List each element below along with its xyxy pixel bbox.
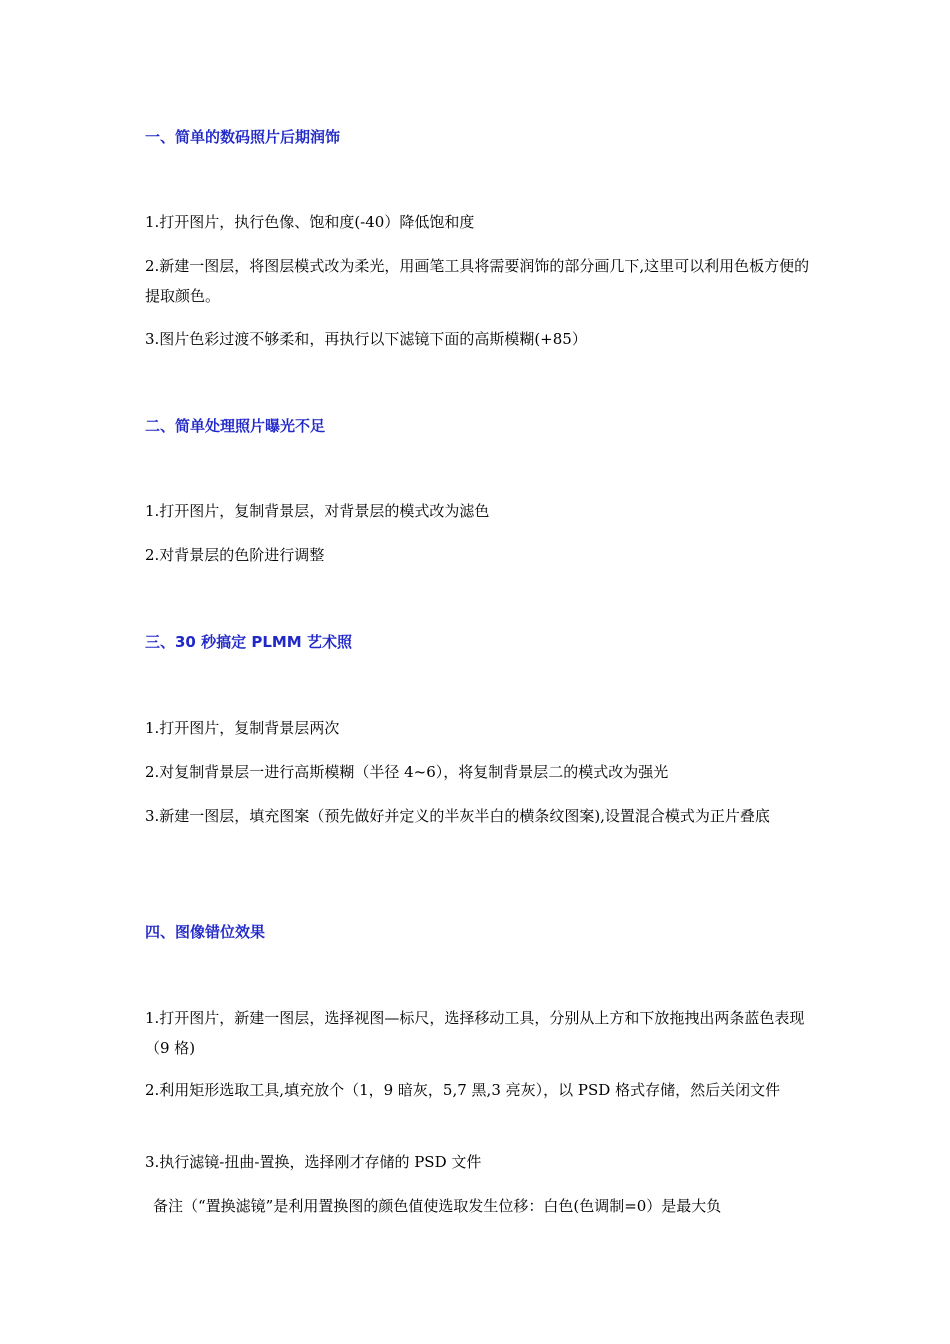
section-4-item-3: 3.执行滤镜-扭曲-置换，选择刚才存储的 PSD 文件	[145, 1153, 482, 1171]
section-3-item-3: 3.新建一图层，填充图案（预先做好并定义的半灰半白的横条纹图案),设置混合模式为正片叠底	[145, 807, 770, 825]
section-4-item-2: 2.利用矩形选取工具,填充放个（1，9 暗灰，5,7 黑,3 亮灰），以 PSD 格式存储，然后关闭文件	[145, 1081, 781, 1099]
section-3-item-2: 2.对复制背景层一进行高斯模糊（半径 4~6），将复制背景层二的模式改为强光	[145, 763, 669, 781]
section-heading-2: 二、简单处理照片曝光不足	[145, 417, 326, 435]
section-4-note: 备注（“置换滤镜”是利用置换图的颜色值使选取发生位移：白色(色调制=0）是最大负	[153, 1197, 722, 1215]
section-3-item-1: 1.打开图片，复制背景层两次	[145, 719, 340, 737]
section-1-item-3: 3.图片色彩过渡不够柔和，再执行以下滤镜下面的高斯模糊(+85）	[145, 330, 587, 348]
section-1-item-1: 1.打开图片，执行色像、饱和度(-40）降低饱和度	[145, 213, 475, 231]
section-heading-4: 四、图像错位效果	[145, 923, 266, 941]
section-2-item-1: 1.打开图片，复制背景层，对背景层的模式改为滤色	[145, 502, 490, 520]
section-1-item-2: 2.新建一图层，将图层模式改为柔光，用画笔工具将需要润饰的部分画几下,这里可以利用色板方便的提取颜色。	[145, 257, 810, 305]
section-4-item-1: 1.打开图片，新建一图层，选择视图—标尺，选择移动工具，分别从上方和下放拖拽出两条蓝色表现（9 格)	[145, 1009, 805, 1057]
section-heading-3: 三、30 秒搞定 PLMM 艺术照	[145, 633, 352, 651]
section-heading-1: 一、简单的数码照片后期润饰	[145, 128, 341, 146]
section-2-item-2: 2.对背景层的色阶进行调整	[145, 546, 325, 564]
